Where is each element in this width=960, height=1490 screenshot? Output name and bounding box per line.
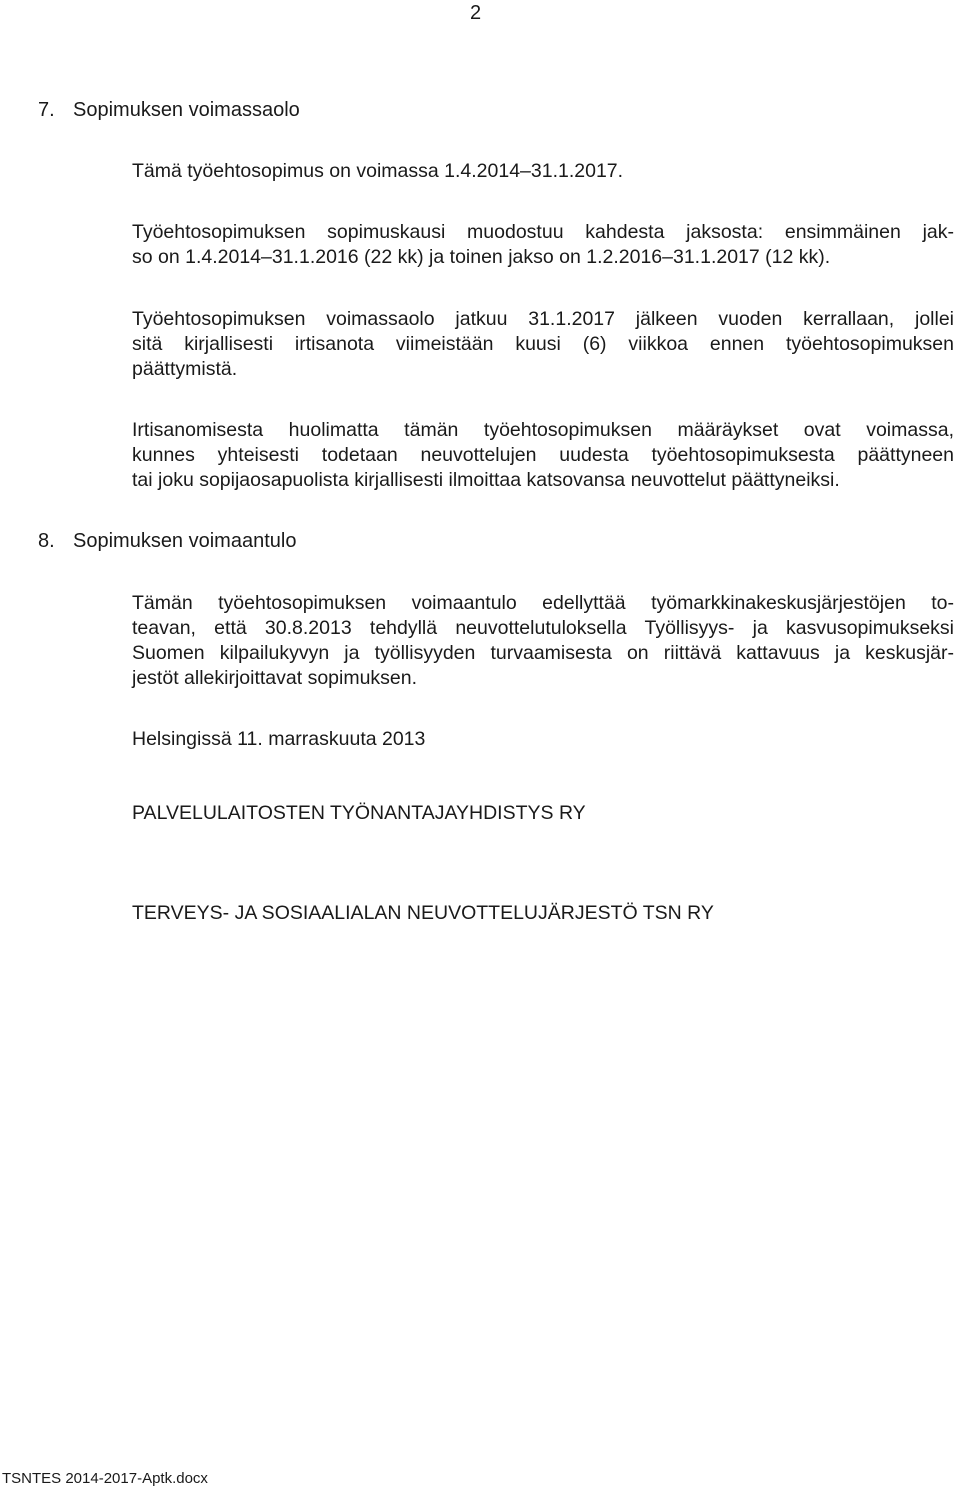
text-line: teavan, että 30.8.2013 tehdyllä neuvottelutuloksella Työllisyys- ja kasvusopimukseksi	[132, 617, 954, 639]
section-7-paragraph-3	[132, 307, 954, 382]
section-8-title: Sopimuksen voimaantulo	[73, 530, 297, 552]
section-7-paragraph-4	[132, 418, 954, 493]
section-8-paragraph-1	[132, 591, 954, 691]
section-7-paragraph-2	[132, 220, 954, 270]
text-line: Työehtosopimuksen voimassaolo jatkuu 31.1.2017 jälkeen vuoden kerrallaan, jollei	[132, 308, 954, 330]
place-and-date: Helsingissä 11. marraskuuta 2013	[132, 728, 426, 750]
text-line: Suomen kilpailukyvyn ja työllisyyden turvaamisesta on riittävä kattavuus ja keskusjär-	[132, 642, 954, 664]
signatory-union: TERVEYS- JA SOSIAALIALAN NEUVOTTELUJÄRJESTÖ TSN RY	[132, 902, 714, 924]
section-7-paragraph-1: Tämä työehtosopimus on voimassa 1.4.2014–31.1.2017.	[132, 160, 624, 182]
text-line: sitä kirjallisesti irtisanota viimeistään kuusi (6) viikkoa ennen työehtosopimuksen	[132, 333, 954, 355]
text-line: jestöt allekirjoittavat sopimuksen.	[132, 667, 418, 689]
footer-filename: TSNTES 2014-2017-Aptk.docx	[2, 1470, 208, 1487]
text-line: tai joku sopijaosapuolista kirjallisesti ilmoittaa katsovansa neuvottelut päättyneiksi.	[132, 469, 840, 491]
section-7-heading	[38, 99, 300, 122]
text-line: Tämän työehtosopimuksen voimaantulo edellyttää työmarkkinakeskusjärjestöjen to-	[132, 592, 954, 614]
text-line: päättymistä.	[132, 358, 238, 380]
page-number: 2	[470, 2, 482, 24]
text-line: Työehtosopimuksen sopimuskausi muodostuu kahdesta jaksosta: ensimmäinen jak-	[132, 221, 954, 243]
section-7-number: 7.	[38, 99, 55, 121]
section-7-title: Sopimuksen voimassaolo	[73, 99, 300, 121]
section-8-number: 8.	[38, 530, 55, 552]
signatory-employer: PALVELULAITOSTEN TYÖNANTAJAYHDISTYS RY	[132, 802, 586, 824]
text-line: Irtisanomisesta huolimatta tämän työehtosopimuksen määräykset ovat voimassa,	[132, 419, 954, 441]
section-8-heading	[38, 530, 296, 553]
text-line: kunnes yhteisesti todetaan neuvottelujen uudesta työehtosopimuksesta päättyneen	[132, 444, 954, 466]
text-line: so on 1.4.2014–31.1.2016 (22 kk) ja toinen jakso on 1.2.2016–31.1.2017 (12 kk).	[132, 246, 831, 268]
